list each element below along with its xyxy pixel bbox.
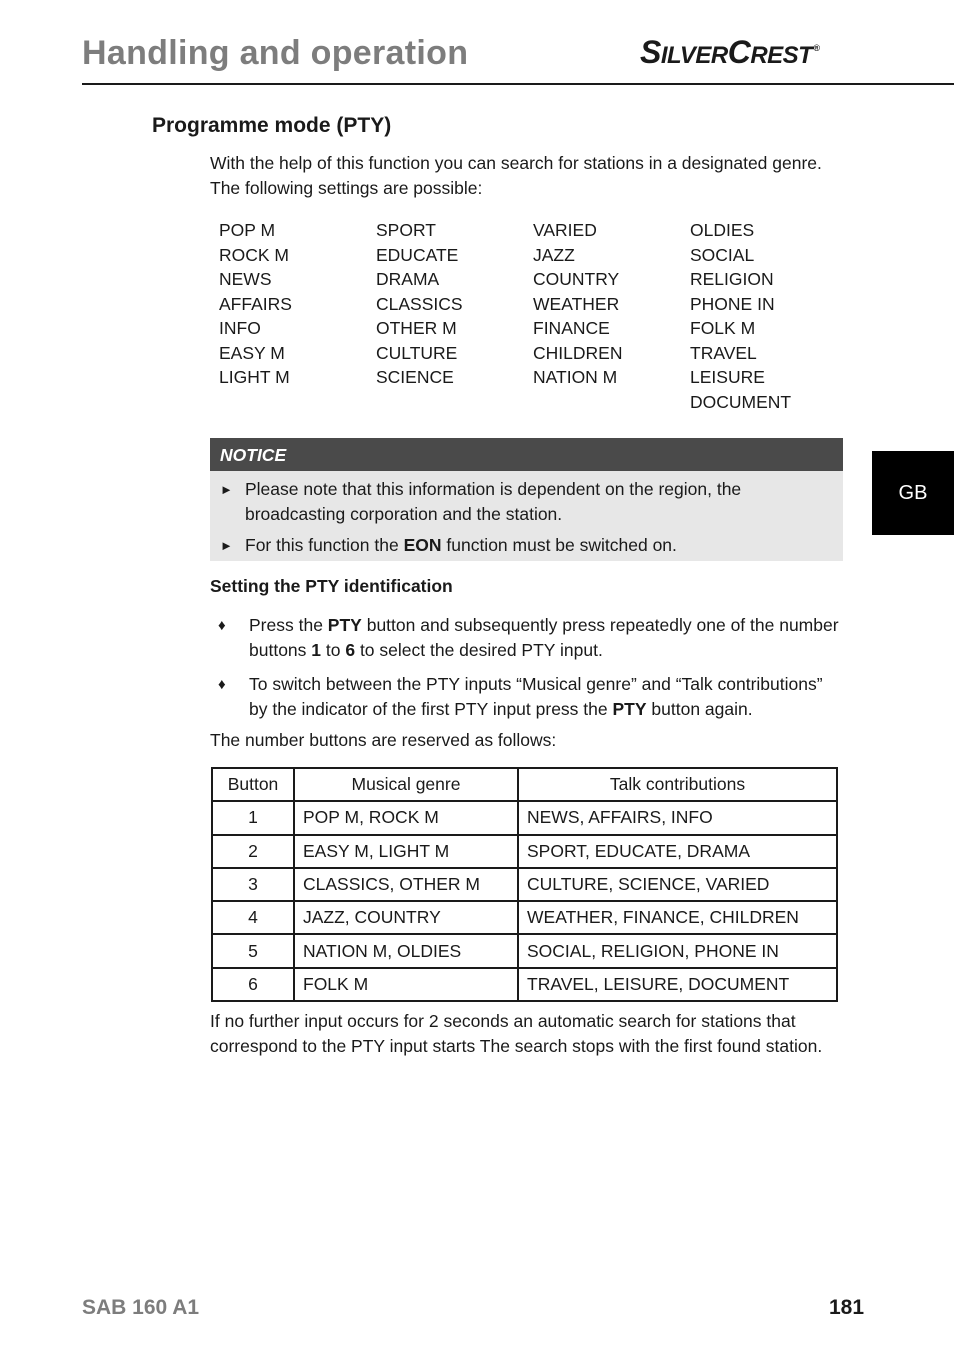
genre-item: INFO: [219, 318, 261, 338]
step-text-part: button and subsequently press repeatedly one of the number buttons: [249, 615, 839, 660]
table-cell: 3: [212, 868, 294, 901]
subsection-heading: Setting the PTY identification: [210, 576, 453, 596]
table-cell: NEWS, AFFAIRS, INFO: [518, 801, 837, 834]
brand-logo-c: C: [727, 34, 751, 70]
page-title: Handling and operation: [82, 34, 469, 72]
table-cell: TRAVEL, LEISURE, DOCUMENT: [518, 968, 837, 1001]
table-row: [212, 934, 837, 967]
table-cell: WEATHER, FINANCE, CHILDREN: [518, 901, 837, 934]
genre-item: OLDIES: [690, 220, 755, 240]
eon-key: EON: [403, 535, 442, 555]
brand-logo-rest: REST: [750, 42, 813, 69]
table-cell: 2: [212, 835, 294, 868]
genre-item: FINANCE: [533, 318, 610, 338]
arrow-right-icon: ►: [220, 538, 233, 553]
genre-item: DOCUMENT: [690, 391, 792, 412]
notice-text-part: function must be switched on.: [441, 535, 677, 555]
step-text: [249, 672, 843, 722]
notice-text-part: For this function the: [245, 535, 404, 555]
column-header: Button: [212, 768, 294, 801]
genre-item: NATION M: [533, 367, 618, 387]
number-key: 6: [345, 640, 356, 660]
genre-item: JAZZ: [533, 244, 575, 265]
genre-item: DRAMA: [376, 269, 440, 289]
genre-item: PHONE IN: [690, 293, 775, 314]
table-cell: 6: [212, 968, 294, 1001]
genre-item: VARIED: [533, 220, 597, 240]
genre-column-1: [219, 218, 376, 414]
step-text-part: To switch between the PTY inputs “Musical genre” and “Talk contributions” by the indicator of the first PTY input press the: [249, 674, 823, 719]
notice-label: NOTICE: [210, 438, 843, 471]
instruction-step: [218, 672, 843, 722]
column-header: Talk contributions: [518, 768, 837, 801]
notice-item: [220, 477, 835, 527]
footer-model: SAB 160 A1: [82, 1296, 200, 1319]
table-row: [212, 868, 837, 901]
table-cell: 5: [212, 934, 294, 967]
step-text-part: to select the desired PTY input.: [355, 640, 603, 660]
brand-logo: [640, 34, 819, 71]
arrow-right-icon: ►: [220, 482, 233, 497]
table-cell: SPORT, EDUCATE, DRAMA: [518, 835, 837, 868]
step-text-part: to: [321, 640, 346, 660]
genre-item: POP M: [219, 220, 276, 240]
section-heading: Programme mode (PTY): [152, 114, 392, 137]
genre-item: SOCIAL: [690, 244, 755, 265]
step-text-part: Press the: [249, 615, 328, 635]
brand-logo-ilver: ILVER: [660, 42, 728, 69]
table-row: [212, 835, 837, 868]
table-cell: 1: [212, 801, 294, 834]
closing-paragraph: If no further input occurs for 2 seconds an automatic search for stations that correspond to the PTY input starts The search stops with the first found station.: [210, 1011, 823, 1056]
table-cell: CULTURE, SCIENCE, VARIED: [518, 868, 837, 901]
genre-item: CULTURE: [376, 342, 458, 363]
genre-item: RELIGION: [690, 269, 774, 289]
table-row: [212, 968, 837, 1001]
number-key: 1: [311, 640, 322, 660]
genre-list: [219, 218, 847, 414]
table-row: [212, 801, 837, 834]
pty-key: PTY: [612, 699, 647, 719]
table-cell: 4: [212, 901, 294, 934]
table-cell: JAZZ, COUNTRY: [294, 901, 518, 934]
brand-logo-s: S: [640, 34, 661, 70]
table-cell: SOCIAL, RELIGION, PHONE IN: [518, 934, 837, 967]
table-cell: EASY M, LIGHT M: [294, 835, 518, 868]
language-tab: GB: [872, 451, 954, 535]
genre-column-4: [690, 218, 847, 414]
genre-item: EASY M: [219, 342, 285, 363]
header-divider: [82, 83, 954, 85]
intro-paragraph: With the help of this function you can search for stations in a designated genre. The following settings are possible:: [210, 153, 822, 198]
genre-item: SCIENCE: [376, 367, 454, 387]
notice-text: [245, 533, 835, 558]
step-text-part: button again.: [646, 699, 753, 719]
genre-item: AFFAIRS: [219, 293, 292, 314]
table-cell: FOLK M: [294, 968, 518, 1001]
genre-item: FOLK M: [690, 318, 756, 338]
notice-text: Please note that this information is dependent on the region, the broadcasting corporation and the station.: [245, 479, 742, 524]
genre-item: NEWS: [219, 269, 272, 289]
table-row: [212, 901, 837, 934]
instruction-step: [218, 613, 843, 663]
registered-mark: ®: [813, 43, 820, 54]
pty-key: PTY: [327, 615, 362, 635]
table-cell: POP M, ROCK M: [294, 801, 518, 834]
genre-item: ROCK M: [219, 244, 289, 265]
table-cell: NATION M, OLDIES: [294, 934, 518, 967]
genre-item: CHILDREN: [533, 342, 623, 363]
table-header-row: [212, 768, 837, 801]
notice-box: [210, 438, 843, 561]
genre-item: EDUCATE: [376, 244, 459, 265]
genre-item: SPORT: [376, 220, 436, 240]
genre-item: LEISURE: [690, 367, 765, 387]
page-number: 181: [829, 1296, 865, 1319]
genre-item: LIGHT M: [219, 367, 290, 387]
table-intro: The number buttons are reserved as follows:: [210, 730, 557, 750]
genre-item: OTHER M: [376, 318, 457, 338]
column-header: Musical genre: [294, 768, 518, 801]
notice-item: [220, 533, 835, 558]
genre-item: TRAVEL: [690, 342, 757, 363]
step-text: [249, 613, 843, 663]
genre-item: WEATHER: [533, 293, 620, 314]
genre-column-3: [533, 218, 690, 414]
genre-item: CLASSICS: [376, 293, 463, 314]
diamond-bullet-icon: ♦: [218, 676, 226, 693]
button-assignment-table: [211, 767, 838, 1002]
diamond-bullet-icon: ♦: [218, 617, 226, 634]
genre-column-2: [376, 218, 533, 414]
genre-item: COUNTRY: [533, 269, 620, 289]
table-cell: CLASSICS, OTHER M: [294, 868, 518, 901]
